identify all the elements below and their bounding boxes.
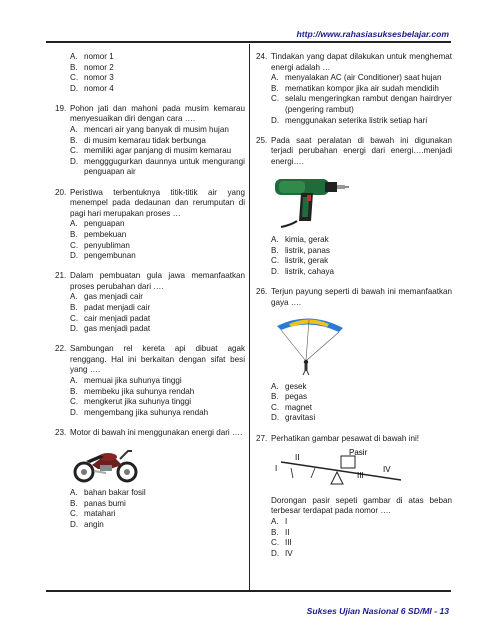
option-letter: A. bbox=[70, 125, 78, 135]
option-text: pengembunan bbox=[84, 251, 136, 261]
option-letter: D. bbox=[70, 83, 79, 93]
option-text: kimia, gerak bbox=[285, 235, 329, 245]
option-text: nomor 1 bbox=[84, 52, 114, 61]
option-letter: D. bbox=[271, 413, 280, 423]
option-letter: A. bbox=[70, 376, 78, 386]
option-letter: C. bbox=[271, 256, 280, 266]
question-26 bbox=[256, 287, 452, 424]
option[interactable] bbox=[70, 230, 245, 241]
option[interactable] bbox=[271, 403, 452, 414]
option-text: menggunakan seterika listrik setiap hari bbox=[285, 115, 428, 125]
option-letter: C. bbox=[271, 538, 280, 548]
option-text: memiliki agar panjang di musim kemarau bbox=[84, 146, 232, 156]
option[interactable] bbox=[70, 292, 245, 303]
option[interactable] bbox=[70, 324, 245, 335]
option-letter: B. bbox=[70, 386, 78, 396]
option-letter: C. bbox=[70, 397, 79, 407]
option-text: padat menjadi cair bbox=[84, 302, 151, 312]
option-text: pegas bbox=[285, 392, 308, 402]
option-text: memuai jika suhunya tinggi bbox=[84, 376, 182, 386]
option-letter: C. bbox=[271, 94, 280, 104]
left-column bbox=[55, 52, 245, 540]
option-text: IV bbox=[285, 548, 293, 558]
parachute-image bbox=[271, 312, 452, 380]
option-letter: D. bbox=[70, 519, 79, 529]
option[interactable] bbox=[70, 73, 245, 84]
option[interactable] bbox=[70, 303, 245, 314]
option-letter: A. bbox=[70, 292, 78, 302]
option[interactable] bbox=[70, 84, 245, 95]
option-text: menyalakan AC (air Conditioner) saat hujan bbox=[285, 73, 442, 83]
option[interactable] bbox=[70, 136, 245, 147]
option-text: penyubliman bbox=[84, 240, 130, 250]
option[interactable] bbox=[271, 413, 452, 424]
option-text: membeku jika suhunya rendah bbox=[84, 386, 195, 396]
option-text: II bbox=[285, 527, 290, 537]
option-letter: A. bbox=[271, 73, 279, 83]
option-text: listrik, cahaya bbox=[285, 266, 335, 276]
option-letter: D. bbox=[70, 407, 79, 417]
option-letter: B. bbox=[70, 302, 78, 312]
question-text: Peristiwa terbentuknya titik-titik air yang menempel pada dedaunan dan rerumputan di pagi hari merupakan proses … bbox=[70, 187, 245, 218]
option-text: gravitasi bbox=[285, 413, 316, 423]
option[interactable] bbox=[271, 392, 452, 403]
question-text-2: Dorongan pasir sepeti gambar di atas beban terbesar terdapat pada nomor …. bbox=[271, 495, 452, 516]
option-text: mematikan kompor jika air sudah mendidih bbox=[285, 83, 439, 93]
question-text: Perhatikan gambar pesawat di bawah ini! bbox=[271, 433, 420, 443]
option-text: listrik, gerak bbox=[285, 256, 329, 266]
question-20 bbox=[55, 188, 245, 262]
label-iv: IV bbox=[383, 465, 391, 475]
option-text: mencari air yang banyak di musim hujan bbox=[84, 125, 229, 135]
option-letter: D. bbox=[271, 115, 280, 125]
option-letter: A. bbox=[70, 219, 78, 229]
option[interactable] bbox=[70, 376, 245, 387]
question-24 bbox=[256, 52, 452, 126]
option-letter: B. bbox=[70, 62, 78, 72]
question-text: Tindakan yang dapat dilakukan untuk menghemat energi adalah … bbox=[271, 52, 452, 72]
question-23 bbox=[55, 428, 245, 531]
question-number: 23. bbox=[55, 427, 67, 437]
header-url[interactable]: http://www.rahasiasuksesbelajar.com bbox=[296, 29, 449, 39]
option[interactable] bbox=[271, 267, 452, 278]
option-text: nomor 3 bbox=[84, 73, 114, 83]
question-text: Pohon jati dan mahoni pada musim kemarau menyesuaikan diri dengan cara …. bbox=[70, 103, 245, 124]
question-number: 27. bbox=[256, 433, 268, 443]
option[interactable] bbox=[271, 382, 452, 393]
option[interactable] bbox=[70, 520, 245, 531]
option-text: matahari bbox=[84, 509, 116, 519]
option-letter: A. bbox=[271, 381, 279, 391]
option-letter: B. bbox=[70, 229, 78, 239]
question-number: 22. bbox=[55, 344, 67, 354]
option-letter: A. bbox=[271, 235, 279, 245]
option-letter: A. bbox=[271, 516, 279, 526]
footer-rule bbox=[46, 590, 451, 592]
option-text: angin bbox=[84, 519, 104, 529]
option-text: magnet bbox=[285, 402, 312, 412]
option[interactable] bbox=[70, 408, 245, 419]
question-number: 26. bbox=[256, 286, 268, 296]
option[interactable] bbox=[271, 256, 452, 267]
label-pasir: Pasir bbox=[349, 448, 368, 458]
option-text: cair menjadi padat bbox=[84, 313, 151, 323]
footer-text: Sukses Ujian Nasional 6 SD/MI - 13 bbox=[306, 606, 449, 616]
option-text: selalu mengeringkan rambut dengan hairdryer (pengering rambut) bbox=[285, 94, 452, 114]
option-letter: D. bbox=[271, 266, 280, 276]
option-letter: C. bbox=[70, 313, 79, 323]
label-ii: II bbox=[295, 453, 300, 463]
question-text: Motor di bawah ini menggunakan energi dari …. bbox=[70, 427, 243, 437]
option[interactable] bbox=[271, 246, 452, 257]
option[interactable] bbox=[70, 251, 245, 262]
option[interactable] bbox=[271, 235, 452, 246]
option[interactable] bbox=[271, 549, 452, 560]
option[interactable] bbox=[70, 219, 245, 230]
option[interactable] bbox=[70, 488, 245, 499]
option-text: mengggugurkan daunnya untuk mengurangi penguapan air bbox=[84, 156, 245, 177]
option-letter: A. bbox=[70, 52, 78, 61]
option-letter: C. bbox=[70, 73, 79, 83]
option-text: nomor 2 bbox=[84, 62, 114, 72]
option-letter: B. bbox=[271, 392, 279, 402]
column-divider bbox=[249, 44, 250, 591]
option-letter: C. bbox=[70, 240, 79, 250]
option-letter: C. bbox=[70, 146, 79, 156]
option-letter: B. bbox=[271, 527, 279, 537]
right-column bbox=[256, 52, 452, 569]
option[interactable] bbox=[70, 157, 245, 178]
option[interactable] bbox=[70, 241, 245, 252]
question-text: Dalam pembuatan gula jawa memanfaatkan proses perubahan dari …. bbox=[70, 271, 245, 291]
question-21 bbox=[55, 271, 245, 335]
lever-diagram bbox=[271, 448, 452, 494]
option-letter: C. bbox=[271, 402, 280, 412]
option[interactable] bbox=[271, 94, 452, 115]
option-text: mengkerut jika suhunya tinggi bbox=[84, 397, 192, 407]
question-text: Terjun payung seperti di bawah ini memanfaatkan gaya …. bbox=[271, 286, 452, 307]
option-letter: C. bbox=[70, 509, 79, 519]
question-number: 24. bbox=[256, 52, 268, 61]
option-letter: D. bbox=[70, 251, 79, 261]
electric-drill-image bbox=[271, 171, 452, 233]
header-rule bbox=[46, 41, 451, 43]
question-19 bbox=[55, 104, 245, 178]
option[interactable] bbox=[70, 499, 245, 510]
option-text: gesek bbox=[285, 381, 307, 391]
option[interactable] bbox=[271, 73, 452, 84]
option[interactable] bbox=[70, 63, 245, 74]
option-letter: D. bbox=[271, 548, 280, 558]
option[interactable] bbox=[70, 397, 245, 408]
option[interactable] bbox=[70, 387, 245, 398]
option[interactable] bbox=[70, 509, 245, 520]
q18-options bbox=[55, 52, 245, 94]
option[interactable] bbox=[271, 528, 452, 539]
question-number: 21. bbox=[55, 271, 67, 281]
option-letter: B. bbox=[271, 245, 279, 255]
option-text: gas menjadi padat bbox=[84, 324, 151, 334]
option[interactable] bbox=[271, 116, 452, 127]
label-i: I bbox=[275, 464, 278, 474]
option[interactable] bbox=[271, 538, 452, 549]
option[interactable] bbox=[70, 52, 245, 63]
option-text: bahan bakar fosil bbox=[84, 488, 146, 498]
option-text: di musim kemarau tidak berbunga bbox=[84, 135, 206, 145]
option-text: penguapan bbox=[84, 219, 125, 229]
question-number: 25. bbox=[256, 135, 268, 145]
option-letter: B. bbox=[70, 135, 78, 145]
question-27 bbox=[256, 434, 452, 560]
option[interactable] bbox=[271, 84, 452, 95]
option-text: listrik, panas bbox=[285, 245, 330, 255]
question-number: 20. bbox=[55, 187, 67, 197]
option-text: III bbox=[285, 538, 292, 548]
label-iii: III bbox=[357, 471, 364, 481]
option[interactable] bbox=[70, 125, 245, 136]
question-25 bbox=[256, 136, 452, 278]
option-text: panas bumi bbox=[84, 498, 126, 508]
option-letter: D. bbox=[70, 156, 79, 166]
option-letter: D. bbox=[70, 324, 79, 334]
option-letter: A. bbox=[70, 488, 78, 498]
question-text: Sambungan rel kereta api dibuat agak renggang. Hal ini berkaitan dengan sifat besi yang …. bbox=[70, 344, 245, 375]
option-text: mengembang jika suhunya rendah bbox=[84, 407, 209, 417]
option-text: gas menjadi cair bbox=[84, 292, 143, 302]
option-letter: B. bbox=[70, 498, 78, 508]
option-text: nomor 4 bbox=[84, 83, 114, 93]
option[interactable] bbox=[271, 517, 452, 528]
question-22 bbox=[55, 344, 245, 418]
option-text: pembekuan bbox=[84, 229, 127, 239]
option-text: I bbox=[285, 516, 288, 526]
option[interactable] bbox=[70, 314, 245, 325]
option-letter: B. bbox=[271, 83, 279, 93]
option[interactable] bbox=[70, 146, 245, 157]
motorcycle-image bbox=[70, 443, 245, 487]
question-text: Pada saat peralatan di bawah ini digunakan terjadi perubahan energi dari energi….menjadi energi…. bbox=[271, 135, 452, 166]
question-number: 19. bbox=[55, 103, 67, 113]
